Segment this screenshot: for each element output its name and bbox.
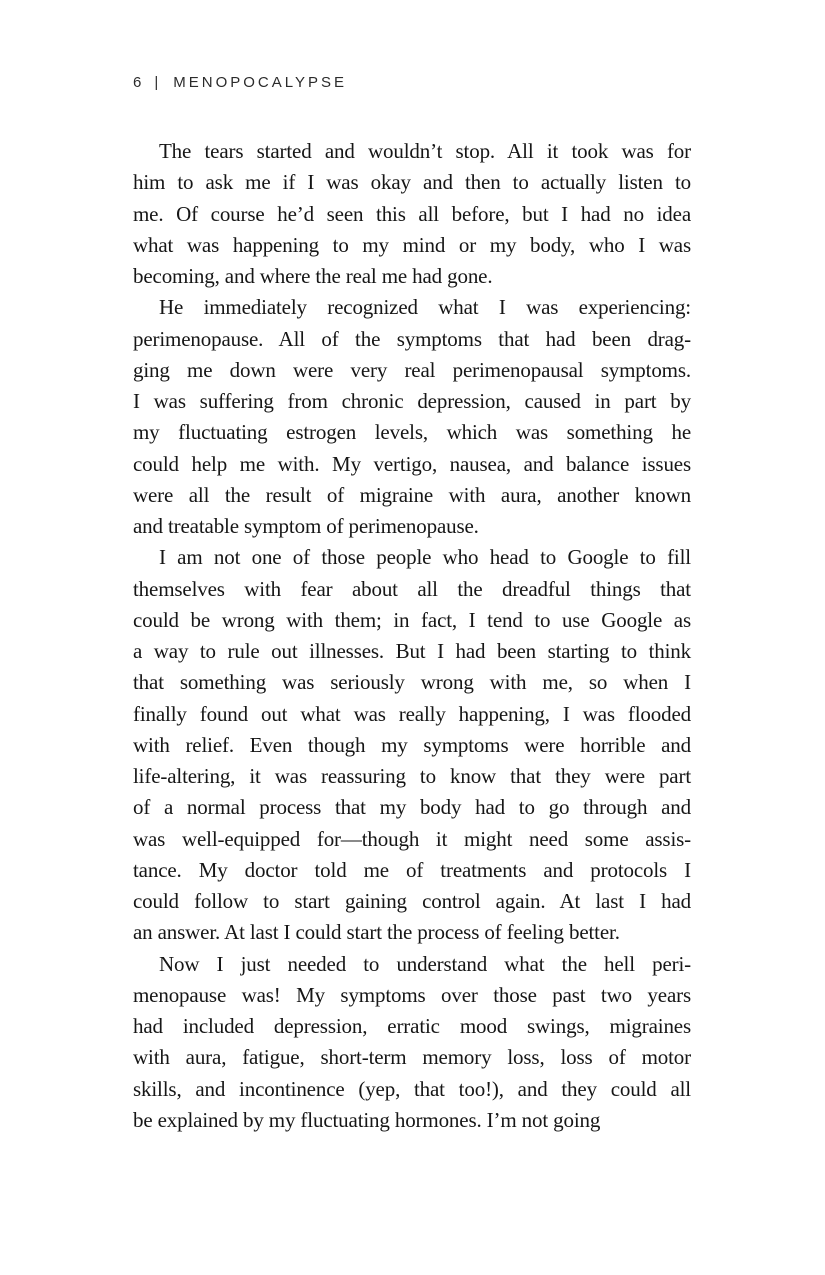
text-line: ging me down were very real perimenopausal symptoms. <box>133 357 691 382</box>
text-line: tance. My doctor told me of treatments and protocols I <box>133 857 691 882</box>
paragraph <box>133 949 691 1137</box>
text-line: could follow to start gaining control again. At last I had <box>133 889 691 913</box>
text-line: perimenopause. All of the symptoms that had been drag- <box>133 326 691 351</box>
paragraph <box>133 136 691 292</box>
text-line: themselves with fear about all the dreadful things that <box>133 576 691 601</box>
text-line: finally found out what was really happening, I was flooded <box>133 701 691 726</box>
text-line: an answer. At last I could start the process of feeling better. <box>133 920 620 945</box>
text-line: had included depression, erratic mood swings, migraines <box>133 1014 691 1038</box>
text-line: of a normal process that my body had to go through and <box>133 795 691 820</box>
running-title: MENOPOCALYPSE <box>173 74 348 91</box>
header-separator: | <box>154 74 162 91</box>
text-line: what was happening to my mind or my body, who I was <box>133 232 691 257</box>
text-line: becoming, and where the real me had gone. <box>133 264 493 288</box>
text-line: were all the result of migraine with aura, another known <box>133 482 691 507</box>
text-line: with relief. Even though my symptoms were horrible and <box>133 732 691 757</box>
text-line: He immediately recognized what I was experiencing: <box>159 295 691 320</box>
paragraph <box>133 542 691 948</box>
text-line: skills, and incontinence (yep, that too!), and they could all <box>133 1076 691 1101</box>
text-line: could be wrong with them; in fact, I tend to use Google as <box>133 607 691 632</box>
text-line: with aura, fatigue, short-term memory loss, loss of motor <box>133 1045 691 1070</box>
text-line: was well-equipped for—though it might need some assis- <box>133 826 691 851</box>
text-line: Now I just needed to understand what the hell peri- <box>159 951 691 976</box>
text-line: I am not one of those people who head to Google to fill <box>159 545 691 570</box>
page-body <box>133 136 691 1136</box>
text-line: him to ask me if I was okay and then to actually listen to <box>133 170 691 195</box>
text-line: and treatable symptom of perimenopause. <box>133 514 479 538</box>
text-line: The tears started and wouldn’t stop. All it took was for <box>159 139 691 163</box>
text-line: could help me with. My vertigo, nausea, and balance issues <box>133 451 691 476</box>
text-line: that something was seriously wrong with me, so when I <box>133 670 691 695</box>
page-header <box>133 74 347 91</box>
text-line: I was suffering from chronic depression, caused in part by <box>133 389 691 413</box>
text-line: life-altering, it was reassuring to know that they were part <box>133 764 691 788</box>
text-line: a way to rule out illnesses. But I had been starting to think <box>133 639 691 663</box>
text-line: my fluctuating estrogen levels, which was something he <box>133 420 691 445</box>
text-line: me. Of course he’d seen this all before, but I had no idea <box>133 201 691 226</box>
text-line: be explained by my fluctuating hormones. I’m not going <box>133 1107 601 1132</box>
text-line: menopause was! My symptoms over those past two years <box>133 982 691 1007</box>
paragraph <box>133 292 691 542</box>
page-number: 6 <box>133 74 145 91</box>
